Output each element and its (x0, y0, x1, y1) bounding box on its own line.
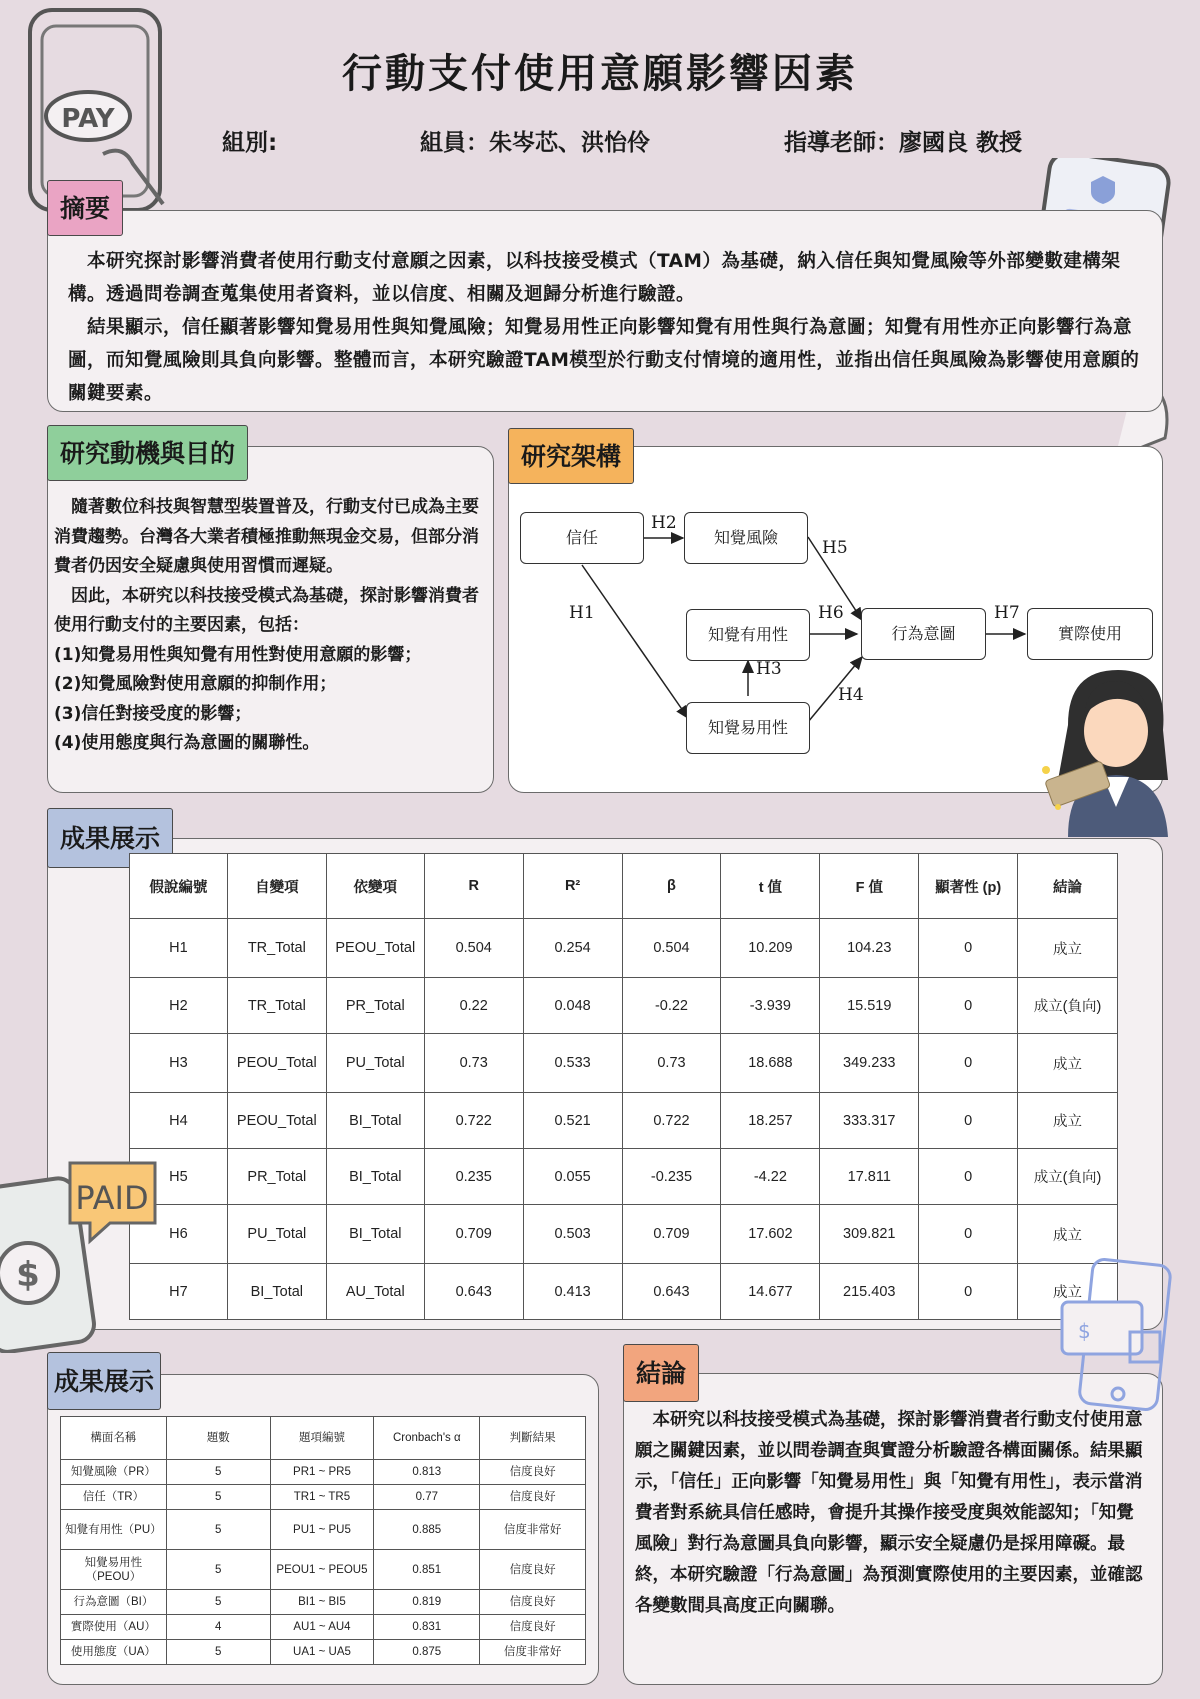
path-label-h1: H1 (569, 603, 595, 623)
advisor-label: 指導老師：廖國良 教授 (784, 130, 1023, 156)
regression-cell: PU_Total (227, 1205, 326, 1264)
regression-row (130, 1205, 1118, 1264)
reliability-row (61, 1590, 586, 1615)
abstract-heading: 摘要 (47, 180, 123, 236)
framework-arrows (0, 0, 1200, 800)
regression-cell: 成立(負向) (1018, 1149, 1118, 1205)
regression-cell: 0.504 (424, 919, 523, 978)
reliability-cell: 5 (166, 1485, 270, 1510)
svg-text:$: $ (16, 1255, 40, 1295)
regression-cell: 349.233 (820, 1034, 919, 1093)
regression-cell: 成立 (1018, 1264, 1118, 1320)
path-label-h4: H4 (838, 685, 864, 705)
reliability-row (61, 1510, 586, 1550)
reliability-cell: 5 (166, 1550, 270, 1590)
regression-cell: H3 (130, 1034, 228, 1093)
regression-cell: H5 (130, 1149, 228, 1205)
reliability-row (61, 1550, 586, 1590)
regression-cell: 0.722 (424, 1093, 523, 1149)
regression-cell: -4.22 (721, 1149, 820, 1205)
reliability-cell: 信任（TR） (61, 1485, 167, 1510)
regression-cell: 0.235 (424, 1149, 523, 1205)
reliability-cell: PR1 ~ PR5 (270, 1460, 374, 1485)
reliability-cell: 0.875 (374, 1640, 480, 1665)
reliability-header-row (61, 1417, 586, 1460)
regression-header-cell: 顯著性 (p) (919, 854, 1018, 919)
reliability-heading: 成果展示 (47, 1352, 161, 1410)
regression-cell: 10.209 (721, 919, 820, 978)
regression-cell: 0 (919, 1264, 1018, 1320)
reliability-header-cell: 題數 (166, 1417, 270, 1460)
reliability-cell: 0.813 (374, 1460, 480, 1485)
reliability-cell: 知覺風險（PR） (61, 1460, 167, 1485)
motivation-item-1: (1)知覺易用性與知覺有用性對使用意願的影響； (54, 644, 422, 665)
regression-cell: 成立 (1018, 1034, 1118, 1093)
regression-header-cell: t 值 (721, 854, 820, 919)
regression-cell: BI_Total (227, 1264, 326, 1320)
reliability-cell: 信度非常好 (480, 1640, 586, 1665)
motivation-item-3: (3)信任對接受度的影響； (54, 703, 252, 724)
reliability-cell: TR1 ~ TR5 (270, 1485, 374, 1510)
regression-header-cell: 假說編號 (130, 854, 228, 919)
regression-cell: 215.403 (820, 1264, 919, 1320)
node-perceived-risk: 知覺風險 (684, 512, 808, 564)
regression-cell: 0.22 (424, 978, 523, 1034)
regression-cell: H4 (130, 1093, 228, 1149)
regression-cell: AU_Total (326, 1264, 424, 1320)
reliability-cell: 5 (166, 1460, 270, 1485)
regression-cell: 14.677 (721, 1264, 820, 1320)
reliability-header-cell: 判斷結果 (480, 1417, 586, 1460)
regression-cell: PR_Total (227, 1149, 326, 1205)
regression-cell: 0.643 (424, 1264, 523, 1320)
regression-cell: PU_Total (326, 1034, 424, 1093)
regression-cell: 0 (919, 1205, 1018, 1264)
reliability-cell: 4 (166, 1615, 270, 1640)
regression-row (130, 1264, 1118, 1320)
framework-heading: 研究架構 (508, 428, 634, 484)
regression-header-cell: F 值 (820, 854, 919, 919)
regression-cell: 成立 (1018, 1205, 1118, 1264)
regression-row (130, 978, 1118, 1034)
reliability-cell: 使用態度（UA） (61, 1640, 167, 1665)
regression-cell: PEOU_Total (227, 1093, 326, 1149)
reliability-cell: 信度非常好 (480, 1510, 586, 1550)
regression-header-cell: 依變項 (326, 854, 424, 919)
reliability-cell: 0.77 (374, 1485, 480, 1510)
reliability-cell: 信度良好 (480, 1615, 586, 1640)
regression-cell: 309.821 (820, 1205, 919, 1264)
reliability-cell: BI1 ~ BI5 (270, 1590, 374, 1615)
regression-header-cell: 自變項 (227, 854, 326, 919)
reliability-cell: 行為意圖（BI） (61, 1590, 167, 1615)
regression-cell: 15.519 (820, 978, 919, 1034)
pay-label: PAY (61, 104, 115, 134)
reliability-row (61, 1615, 586, 1640)
regression-row (130, 919, 1118, 978)
regression-cell: 17.602 (721, 1205, 820, 1264)
reliability-cell: AU1 ~ AU4 (270, 1615, 374, 1640)
motivation-paragraph-1: 隨著數位科技與智慧型裝置普及，行動支付已成為主要消費趨勢。台灣各大業者積極推動無現金交易，但部分消費者仍因安全疑慮與使用習慣而遲疑。 (54, 497, 479, 576)
motivation-paragraph-2: 因此，本研究以科技接受模式為基礎，探討影響消費者使用行動支付的主要因素，包括： (54, 585, 479, 635)
regression-table (129, 853, 1118, 1320)
regression-cell: TR_Total (227, 978, 326, 1034)
regression-cell: 0.73 (424, 1034, 523, 1093)
regression-cell: 17.811 (820, 1149, 919, 1205)
motivation-item-4: (4)使用態度與行為意圖的關聯性。 (54, 733, 320, 753)
regression-cell: H2 (130, 978, 228, 1034)
regression-cell: 0.533 (523, 1034, 622, 1093)
regression-cell: 0.503 (523, 1205, 622, 1264)
reliability-cell: 0.885 (374, 1510, 480, 1550)
members-label: 組員：朱岑芯、洪怡伶 (420, 130, 650, 156)
results-heading: 成果展示 (47, 808, 173, 868)
reliability-cell: 知覺有用性（PU） (61, 1510, 167, 1550)
node-trust: 信任 (520, 512, 644, 564)
reliability-cell: 信度良好 (480, 1550, 586, 1590)
regression-cell: -0.235 (622, 1149, 721, 1205)
regression-row (130, 1093, 1118, 1149)
path-label-h5: H5 (822, 538, 848, 558)
regression-cell: PEOU_Total (227, 1034, 326, 1093)
path-label-h3: H3 (756, 659, 782, 679)
regression-row (130, 1149, 1118, 1205)
conclusion-heading: 結論 (623, 1344, 699, 1402)
regression-cell: 成立(負向) (1018, 978, 1118, 1034)
regression-cell: 0 (919, 919, 1018, 978)
regression-cell: BI_Total (326, 1205, 424, 1264)
reliability-cell: 5 (166, 1640, 270, 1665)
reliability-cell: 5 (166, 1510, 270, 1550)
reliability-header-cell: 題項編號 (270, 1417, 374, 1460)
reliability-cell: 0.819 (374, 1590, 480, 1615)
reliability-cell: PEOU1 ~ PEOU5 (270, 1550, 374, 1590)
node-perceived-ease-of-use: 知覺易用性 (686, 702, 810, 754)
reliability-cell: 信度良好 (480, 1460, 586, 1485)
reliability-cell: PU1 ~ PU5 (270, 1510, 374, 1550)
regression-cell: H1 (130, 919, 228, 978)
regression-cell: H6 (130, 1205, 228, 1264)
regression-cell: PEOU_Total (326, 919, 424, 978)
path-label-h2: H2 (651, 513, 677, 533)
abstract-paragraph-1: 本研究探討影響消費者使用行動支付意願之因素，以科技接受模式（TAM）為基礎，納入信任與知覺風險等外部變數建構架構。透過問卷調查蒐集使用者資料，並以信度、相關及迴歸分析進行驗證。 (68, 251, 1121, 305)
motivation-item-2: (2)知覺風險對使用意願的抑制作用； (54, 674, 337, 694)
regression-cell: 0 (919, 1034, 1018, 1093)
reliability-cell: 0.851 (374, 1550, 480, 1590)
regression-cell: 0.055 (523, 1149, 622, 1205)
regression-cell: 333.317 (820, 1093, 919, 1149)
abstract-paragraph-2: 結果顯示，信任顯著影響知覺易用性與知覺風險；知覺易用性正向影響知覺有用性與行為意圖；知覺有用性亦正向影響行為意圖，而知覺風險則具負向影響。整體而言，本研究驗證TAM模型於行動支付情境的適用性，並指出信任與風險為影響使用意願的關鍵要素。 (68, 317, 1140, 404)
regression-cell: 0.521 (523, 1093, 622, 1149)
reliability-header-cell: 構面名稱 (61, 1417, 167, 1460)
regression-cell: 0.504 (622, 919, 721, 978)
regression-header-cell: R² (523, 854, 622, 919)
regression-cell: 0.722 (622, 1093, 721, 1149)
paid-phone-illustration (0, 1143, 170, 1353)
path-label-h6: H6 (818, 603, 844, 623)
regression-cell: PR_Total (326, 978, 424, 1034)
regression-cell: 0 (919, 1149, 1018, 1205)
regression-cell: 成立 (1018, 919, 1118, 978)
regression-cell: 0 (919, 978, 1018, 1034)
reliability-row (61, 1640, 586, 1665)
path-label-h7: H7 (994, 603, 1020, 623)
svg-text:$: $ (1078, 1319, 1091, 1343)
regression-cell: -3.939 (721, 978, 820, 1034)
regression-cell: 18.688 (721, 1034, 820, 1093)
regression-cell: BI_Total (326, 1093, 424, 1149)
reliability-cell: 信度良好 (480, 1485, 586, 1510)
regression-header-cell: 結論 (1018, 854, 1118, 919)
regression-cell: 0.709 (424, 1205, 523, 1264)
regression-cell: 成立 (1018, 1093, 1118, 1149)
reliability-cell: UA1 ~ UA5 (270, 1640, 374, 1665)
regression-cell: 0.73 (622, 1034, 721, 1093)
reliability-row (61, 1460, 586, 1485)
regression-cell: -0.22 (622, 978, 721, 1034)
regression-header-cell: R (424, 854, 523, 919)
regression-cell: TR_Total (227, 919, 326, 978)
reliability-table (60, 1416, 586, 1665)
reliability-cell: 實際使用（AU） (61, 1615, 167, 1640)
regression-row (130, 1034, 1118, 1093)
regression-cell: 0.254 (523, 919, 622, 978)
paid-label: PAID (75, 1179, 149, 1217)
regression-cell: 0.709 (622, 1205, 721, 1264)
reliability-cell: 信度良好 (480, 1590, 586, 1615)
reliability-row (61, 1485, 586, 1510)
regression-cell: 18.257 (721, 1093, 820, 1149)
regression-cell: 0.048 (523, 978, 622, 1034)
regression-cell: 0.413 (523, 1264, 622, 1320)
regression-cell: 104.23 (820, 919, 919, 978)
node-actual-use: 實際使用 (1027, 608, 1153, 660)
card-phone-icon (1058, 1258, 1178, 1418)
conclusion-body: 本研究以科技接受模式為基礎，探討影響消費者行動支付使用意願之關鍵因素，並以問卷調查與實證分析驗證各構面關係。結果顯示，「信任」正向影響「知覺易用性」與「知覺有用性」，表示當消費者對系統具信任感時，會提升其操作接受度與效能認知；「知覺風險」對行為意圖具負向影響，顯示安全疑慮仍是採用障礙。最終，本研究驗證「行為意圖」為預測實際使用的主要因素，並確認各變數間具高度正向關聯。 (635, 1410, 1143, 1616)
regression-cell: BI_Total (326, 1149, 424, 1205)
reliability-cell: 知覺易用性（PEOU） (61, 1550, 167, 1590)
regression-header-row (130, 854, 1118, 919)
group-label: 組別: (222, 130, 278, 156)
page-title: 行動支付使用意願影響因素 (342, 51, 858, 97)
motivation-heading: 研究動機與目的 (47, 425, 248, 481)
reliability-cell: 0.831 (374, 1615, 480, 1640)
reliability-cell: 5 (166, 1590, 270, 1615)
regression-header-cell: β (622, 854, 721, 919)
regression-cell: 0 (919, 1093, 1018, 1149)
woman-cash-illustration (1038, 665, 1168, 837)
regression-cell: H7 (130, 1264, 228, 1320)
node-behavioral-intention: 行為意圖 (861, 608, 986, 660)
regression-cell: 0.643 (622, 1264, 721, 1320)
node-perceived-usefulness: 知覺有用性 (686, 609, 810, 661)
reliability-header-cell: Cronbach's α (374, 1417, 480, 1460)
